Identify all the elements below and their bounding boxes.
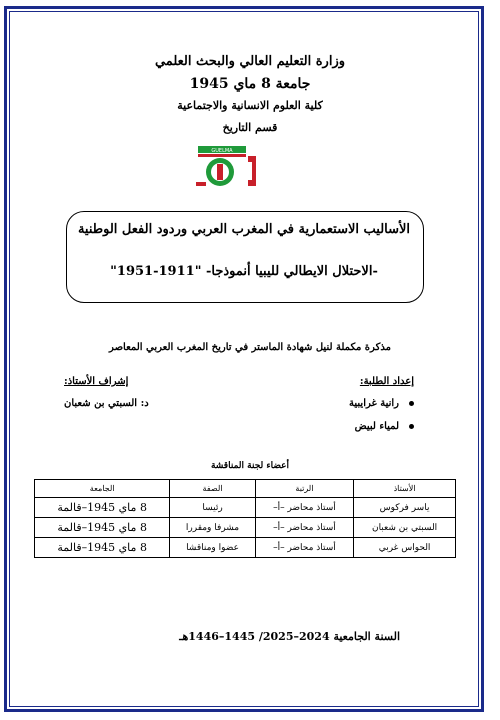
bullet-icon (409, 424, 414, 429)
bullet-icon (409, 401, 414, 406)
prepared-by-label: إعداد الطلبة: (359, 376, 414, 387)
column-header: الجامعة (35, 480, 170, 498)
ministry-name: وزارة التعليم العالي والبحث العلمي (154, 54, 346, 69)
committee-table (34, 479, 456, 558)
academic-year: السنة الجامعية 2024–2025/ 1445–1446هـ (179, 630, 400, 643)
supervisor-name: د: السبتي بن شعبان (64, 398, 149, 409)
table-row (35, 498, 456, 518)
university-logo (190, 142, 264, 190)
table-row (35, 518, 456, 538)
member-university: 8 ماي 1945–قالمة (35, 498, 170, 518)
supervisor-label: إشراف الأستاذ: (64, 376, 129, 387)
logo-text: GUELMA (211, 148, 233, 154)
thesis-title-box (66, 211, 424, 303)
member-rank: أستاذ محاضر –أ– (255, 518, 353, 538)
student-item (355, 421, 414, 432)
column-header: الرتبة (255, 480, 353, 498)
student-item (349, 398, 414, 409)
table-row (35, 538, 456, 558)
department-name: قسم التاريخ (222, 121, 278, 134)
faculty-name: كلية العلوم الانسانية والاجتماعية (177, 99, 323, 112)
member-university: 8 ماي 1945–قالمة (35, 538, 170, 558)
member-rank: أستاذ محاضر –أ– (255, 538, 353, 558)
student-name: لمياء لبيض (354, 421, 399, 432)
member-name: السبتي بن شعبان (354, 518, 456, 538)
column-header: الأستاذ (354, 480, 456, 498)
committee-title: أعضاء لجنة المناقشة (210, 461, 290, 471)
member-role: مشرفا ومقررا (170, 518, 255, 538)
member-role: رئيسا (170, 498, 255, 518)
memo-description: مذكرة مكملة لنيل شهادة الماستر في تاريخ المغرب العربي المعاصر (109, 342, 391, 353)
student-name: رانية غرايبية (349, 398, 399, 409)
member-role: عضوا ومناقشا (170, 538, 255, 558)
table-header-row (35, 480, 456, 498)
university-name: جامعة 8 ماي 1945 (189, 76, 311, 92)
member-university: 8 ماي 1945–قالمة (35, 518, 170, 538)
thesis-subtitle: -الاحتلال الايطالي لليبيا أنموذجا- "1911-1951" (110, 264, 378, 279)
member-name: ياسر فركوس (354, 498, 456, 518)
thesis-title: الأساليب الاستعمارية في المغرب العربي وردود الفعل الوطنية (77, 222, 411, 237)
column-header: الصفة (170, 480, 255, 498)
member-name: الحواس غربي (354, 538, 456, 558)
member-rank: أستاذ محاضر –أ– (255, 498, 353, 518)
